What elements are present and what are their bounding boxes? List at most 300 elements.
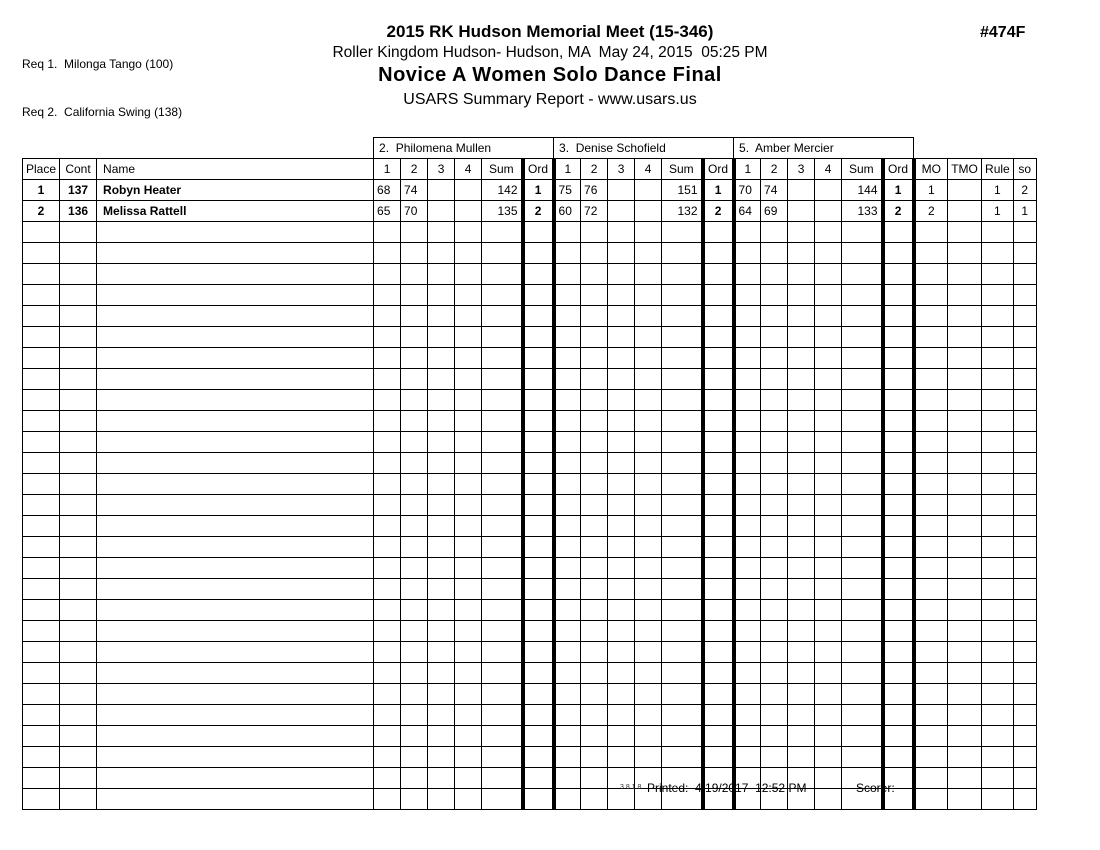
tmo-cell <box>948 453 982 474</box>
score-cell <box>428 243 455 264</box>
mo-cell <box>914 285 948 306</box>
name-cell <box>97 222 374 243</box>
sum-cell <box>662 747 703 768</box>
empty-row <box>23 327 1037 348</box>
score-cell <box>608 327 635 348</box>
rule-cell <box>982 579 1014 600</box>
score-cell: 68 <box>374 180 401 201</box>
score-cell <box>815 726 842 747</box>
score-cell <box>581 537 608 558</box>
score-cell <box>581 222 608 243</box>
score-cell <box>554 411 581 432</box>
score-cell <box>374 642 401 663</box>
mo-cell <box>914 474 948 495</box>
score-cell <box>761 726 788 747</box>
ord-cell <box>523 222 554 243</box>
mo-cell <box>914 663 948 684</box>
score-cell <box>734 579 761 600</box>
score-cell <box>401 390 428 411</box>
empty-row <box>23 285 1037 306</box>
tmo-cell <box>948 621 982 642</box>
score-cell <box>761 663 788 684</box>
so-cell <box>1013 306 1036 327</box>
sum-cell <box>482 264 523 285</box>
score-cell <box>734 369 761 390</box>
cont-cell <box>60 285 97 306</box>
score-cell <box>374 558 401 579</box>
score-cell: 69 <box>761 201 788 222</box>
mo-cell <box>914 726 948 747</box>
score-cell <box>554 432 581 453</box>
tmo-cell <box>948 222 982 243</box>
tmo-cell <box>948 495 982 516</box>
score-cell <box>815 285 842 306</box>
ord-cell <box>703 558 734 579</box>
score-cell <box>761 705 788 726</box>
score-cell <box>788 537 815 558</box>
score-cell <box>401 600 428 621</box>
col-header-j2-2: 2 <box>581 159 608 180</box>
ord-cell <box>523 348 554 369</box>
score-cell <box>428 600 455 621</box>
score-cell: 65 <box>374 201 401 222</box>
place-cell <box>23 264 60 285</box>
name-cell <box>97 369 374 390</box>
empty-row <box>23 663 1037 684</box>
ord-cell <box>523 495 554 516</box>
sum-cell <box>662 642 703 663</box>
score-cell <box>608 432 635 453</box>
score-cell <box>761 243 788 264</box>
tmo-cell <box>948 663 982 684</box>
score-cell <box>401 432 428 453</box>
score-cell <box>455 726 482 747</box>
score-cell <box>581 621 608 642</box>
cont-cell <box>60 705 97 726</box>
so-cell <box>1013 558 1036 579</box>
col-header-j2-4: 4 <box>635 159 662 180</box>
sum-cell <box>842 642 883 663</box>
score-cell <box>761 558 788 579</box>
score-cell <box>581 495 608 516</box>
ord-cell: 1 <box>703 180 734 201</box>
score-cell <box>455 390 482 411</box>
ord-cell <box>883 747 914 768</box>
score-cell <box>374 747 401 768</box>
cont-cell <box>60 369 97 390</box>
score-cell <box>401 264 428 285</box>
name-cell <box>97 453 374 474</box>
report-header <box>0 22 1100 109</box>
ord-cell <box>883 579 914 600</box>
score-cell <box>815 558 842 579</box>
score-cell <box>761 600 788 621</box>
score-cell <box>581 285 608 306</box>
score-cell <box>815 474 842 495</box>
score-cell <box>815 495 842 516</box>
score-cell <box>374 411 401 432</box>
so-cell <box>1013 264 1036 285</box>
score-cell <box>635 516 662 537</box>
place-cell <box>23 705 60 726</box>
place-cell <box>23 453 60 474</box>
score-cell <box>581 600 608 621</box>
score-cell <box>374 495 401 516</box>
sum-cell <box>842 474 883 495</box>
col-header-j2-ord: Ord <box>703 159 734 180</box>
name-cell <box>97 306 374 327</box>
score-cell <box>581 474 608 495</box>
rule-cell: 1 <box>982 180 1014 201</box>
score-cell <box>734 600 761 621</box>
cont-cell <box>60 747 97 768</box>
so-cell <box>1013 411 1036 432</box>
ord-cell <box>523 243 554 264</box>
score-cell <box>608 348 635 369</box>
col-header-j3-4: 4 <box>815 159 842 180</box>
score-cell <box>428 579 455 600</box>
judge-name-1: 2. Philomena Mullen <box>374 138 554 159</box>
place-cell <box>23 222 60 243</box>
score-cell <box>815 201 842 222</box>
score-cell <box>761 264 788 285</box>
score-cell <box>734 264 761 285</box>
sum-cell <box>482 663 523 684</box>
mo-cell: 2 <box>914 201 948 222</box>
score-cell <box>581 243 608 264</box>
score-cell <box>554 537 581 558</box>
col-header-j3-2: 2 <box>761 159 788 180</box>
sum-cell <box>482 222 523 243</box>
score-cell <box>734 747 761 768</box>
score-cell <box>401 642 428 663</box>
ord-cell: 1 <box>523 180 554 201</box>
score-cell <box>761 432 788 453</box>
ord-cell: 1 <box>883 180 914 201</box>
ord-cell <box>883 411 914 432</box>
sum-cell <box>662 516 703 537</box>
score-cell <box>761 327 788 348</box>
ord-cell <box>523 579 554 600</box>
col-header-so: so <box>1013 159 1036 180</box>
score-cell <box>428 537 455 558</box>
ord-cell <box>883 600 914 621</box>
rule-cell <box>982 390 1014 411</box>
score-cell <box>581 390 608 411</box>
score-cell <box>401 243 428 264</box>
score-cell <box>815 264 842 285</box>
cont-cell <box>60 516 97 537</box>
score-cell <box>455 306 482 327</box>
mo-cell <box>914 306 948 327</box>
score-cell <box>761 621 788 642</box>
score-cell <box>788 243 815 264</box>
mo-cell <box>914 369 948 390</box>
empty-row <box>23 474 1037 495</box>
score-cell <box>554 453 581 474</box>
score-cell <box>428 705 455 726</box>
score-cell <box>428 264 455 285</box>
rule-cell <box>982 726 1014 747</box>
sum-cell <box>842 600 883 621</box>
score-cell <box>788 369 815 390</box>
mo-cell <box>914 705 948 726</box>
ord-cell <box>703 222 734 243</box>
sum-cell: 132 <box>662 201 703 222</box>
score-cell <box>581 348 608 369</box>
rule-cell <box>982 222 1014 243</box>
score-cell <box>734 390 761 411</box>
score-cell <box>374 705 401 726</box>
score-cell <box>374 474 401 495</box>
score-cell <box>428 684 455 705</box>
tmo-cell <box>948 285 982 306</box>
score-cell <box>608 600 635 621</box>
name-cell <box>97 285 374 306</box>
sum-cell <box>842 411 883 432</box>
tmo-cell <box>948 327 982 348</box>
score-cell <box>608 684 635 705</box>
sum-cell <box>842 621 883 642</box>
score-cell <box>455 663 482 684</box>
so-cell <box>1013 474 1036 495</box>
score-cell <box>635 621 662 642</box>
sum-cell <box>482 369 523 390</box>
so-cell <box>1013 390 1036 411</box>
score-cell <box>761 390 788 411</box>
tmo-cell <box>948 558 982 579</box>
ord-cell <box>523 747 554 768</box>
score-cell <box>635 243 662 264</box>
col-header-j1-2: 2 <box>401 159 428 180</box>
cont-cell <box>60 663 97 684</box>
sum-cell: 142 <box>482 180 523 201</box>
name-cell <box>97 537 374 558</box>
ord-cell <box>703 453 734 474</box>
tmo-cell <box>948 390 982 411</box>
score-cell <box>788 663 815 684</box>
sum-cell <box>482 411 523 432</box>
sum-cell <box>482 285 523 306</box>
sum-cell <box>482 474 523 495</box>
score-cell <box>635 327 662 348</box>
sum-cell <box>662 243 703 264</box>
sum-cell <box>662 600 703 621</box>
cont-cell <box>60 642 97 663</box>
sum-cell <box>662 474 703 495</box>
cont-cell <box>60 390 97 411</box>
score-cell <box>581 579 608 600</box>
score-cell <box>788 495 815 516</box>
so-cell <box>1013 369 1036 390</box>
place-cell <box>23 474 60 495</box>
place-cell <box>23 537 60 558</box>
score-cell <box>608 201 635 222</box>
col-header-j2-3: 3 <box>608 159 635 180</box>
score-cell <box>401 348 428 369</box>
ord-cell <box>703 642 734 663</box>
rule-cell <box>982 663 1014 684</box>
score-cell <box>635 411 662 432</box>
score-cell <box>788 390 815 411</box>
ord-cell <box>883 726 914 747</box>
ord-cell: 2 <box>883 201 914 222</box>
score-cell <box>815 579 842 600</box>
empty-row <box>23 537 1037 558</box>
score-cell <box>455 243 482 264</box>
sum-cell <box>662 495 703 516</box>
tmo-cell <box>948 726 982 747</box>
score-cell <box>401 663 428 684</box>
judge-header-row <box>23 138 1037 159</box>
mo-cell <box>914 684 948 705</box>
place-cell <box>23 663 60 684</box>
score-cell <box>455 180 482 201</box>
score-cell <box>428 306 455 327</box>
score-cell <box>455 264 482 285</box>
score-cell <box>815 432 842 453</box>
ord-cell <box>703 369 734 390</box>
ord-cell: 2 <box>523 201 554 222</box>
score-cell <box>734 222 761 243</box>
col-header-j3-3: 3 <box>788 159 815 180</box>
score-cell <box>455 579 482 600</box>
score-cell <box>815 642 842 663</box>
software-version: 3.8.1.8 <box>620 784 642 791</box>
sum-cell <box>842 390 883 411</box>
score-cell <box>734 621 761 642</box>
score-cell <box>608 411 635 432</box>
empty-row <box>23 348 1037 369</box>
tmo-cell <box>948 516 982 537</box>
so-cell <box>1013 453 1036 474</box>
sum-cell: 135 <box>482 201 523 222</box>
so-cell <box>1013 621 1036 642</box>
mo-cell <box>914 516 948 537</box>
ord-cell <box>883 432 914 453</box>
so-cell <box>1013 243 1036 264</box>
score-cell <box>428 726 455 747</box>
score-cell <box>401 705 428 726</box>
sum-cell <box>842 453 883 474</box>
score-cell <box>788 642 815 663</box>
score-cell <box>455 537 482 558</box>
score-cell <box>554 243 581 264</box>
ord-cell <box>523 642 554 663</box>
sum-cell <box>482 516 523 537</box>
score-cell <box>608 474 635 495</box>
score-cell <box>554 495 581 516</box>
tmo-cell <box>948 600 982 621</box>
score-cell <box>401 684 428 705</box>
score-cell <box>455 285 482 306</box>
score-cell <box>788 579 815 600</box>
ord-cell <box>883 516 914 537</box>
sum-cell <box>842 516 883 537</box>
col-header-j2-sum: Sum <box>662 159 703 180</box>
score-cell <box>455 453 482 474</box>
sum-cell <box>482 747 523 768</box>
score-cell <box>788 222 815 243</box>
ord-cell <box>703 285 734 306</box>
ord-cell <box>523 453 554 474</box>
tmo-cell <box>948 201 982 222</box>
mo-cell <box>914 264 948 285</box>
ord-cell <box>883 621 914 642</box>
so-cell <box>1013 432 1036 453</box>
rule-cell <box>982 264 1014 285</box>
score-cell <box>608 537 635 558</box>
sum-cell: 151 <box>662 180 703 201</box>
rule-cell <box>982 327 1014 348</box>
score-cell <box>734 411 761 432</box>
score-cell <box>581 663 608 684</box>
score-cell <box>608 642 635 663</box>
score-cell <box>374 453 401 474</box>
rule-cell <box>982 558 1014 579</box>
sum-cell <box>482 558 523 579</box>
score-cell <box>401 537 428 558</box>
score-cell <box>428 516 455 537</box>
sum-cell <box>482 621 523 642</box>
score-cell <box>554 579 581 600</box>
sum-cell <box>482 726 523 747</box>
sum-cell <box>662 558 703 579</box>
place-cell <box>23 600 60 621</box>
name-cell <box>97 684 374 705</box>
place-cell <box>23 369 60 390</box>
ord-cell <box>523 537 554 558</box>
score-cell <box>788 411 815 432</box>
cont-cell <box>60 621 97 642</box>
so-cell <box>1013 222 1036 243</box>
score-cell <box>635 390 662 411</box>
mo-cell <box>914 453 948 474</box>
sum-cell <box>662 621 703 642</box>
score-cell <box>374 369 401 390</box>
score-cell <box>761 579 788 600</box>
score-cell <box>815 348 842 369</box>
score-cell <box>428 747 455 768</box>
score-cell <box>554 705 581 726</box>
score-cell <box>554 474 581 495</box>
score-cell <box>401 558 428 579</box>
empty-row <box>23 726 1037 747</box>
place-cell <box>23 411 60 432</box>
col-header-j1-3: 3 <box>428 159 455 180</box>
score-cell <box>401 726 428 747</box>
empty-row <box>23 495 1037 516</box>
results-table <box>22 137 1037 810</box>
score-cell <box>455 201 482 222</box>
ord-cell <box>883 495 914 516</box>
score-cell <box>761 348 788 369</box>
score-cell <box>455 369 482 390</box>
cont-cell <box>60 726 97 747</box>
score-cell <box>788 264 815 285</box>
sum-cell <box>482 390 523 411</box>
score-cell <box>455 327 482 348</box>
ord-cell <box>703 579 734 600</box>
score-cell <box>608 306 635 327</box>
score-cell <box>761 411 788 432</box>
score-cell <box>401 621 428 642</box>
score-cell <box>815 453 842 474</box>
ord-cell <box>523 474 554 495</box>
so-cell: 2 <box>1013 180 1036 201</box>
score-cell <box>554 663 581 684</box>
name-cell: Robyn Heater <box>97 180 374 201</box>
